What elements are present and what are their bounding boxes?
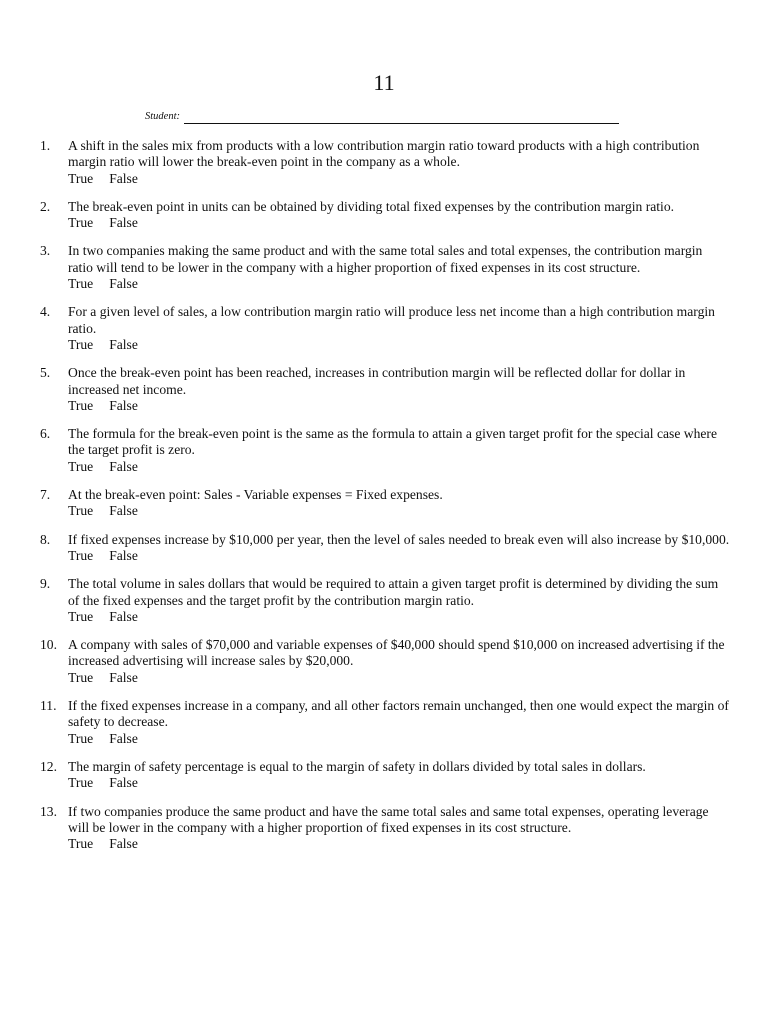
question-number: 9. [40, 576, 51, 592]
true-option: True [68, 215, 94, 231]
question-item [40, 532, 730, 565]
question-item [40, 637, 730, 686]
answer-options [68, 775, 730, 791]
false-option: False [109, 503, 138, 519]
answer-options [68, 171, 730, 187]
question-item [40, 365, 730, 414]
question-number: 11. [40, 698, 57, 714]
student-name-blank [184, 112, 619, 124]
answer-options [68, 503, 730, 519]
question-text: For a given level of sales, a low contribution margin ratio will produce less net income than a high contribution margin ratio. [68, 304, 715, 336]
false-option: False [109, 775, 138, 791]
question-item [40, 304, 730, 353]
question-text: If the fixed expenses increase in a company, and all other factors remain unchanged, then one would expect the margin of safety to decrease. [68, 698, 729, 730]
question-number: 4. [40, 304, 51, 320]
question-text: Once the break-even point has been reached, increases in contribution margin will be reflected dollar for dollar in increased net income. [68, 365, 686, 397]
answer-options [68, 276, 730, 292]
question-text: A shift in the sales mix from products with a low contribution margin ratio toward products with a high contribution margin ratio will lower the break-even point in the company as a whole. [68, 138, 700, 170]
student-name-line [145, 110, 619, 124]
true-option: True [68, 775, 94, 791]
question-item [40, 576, 730, 625]
false-option: False [109, 458, 138, 474]
true-option: True [68, 608, 94, 624]
question-number: 12. [40, 758, 57, 774]
question-list [40, 138, 730, 852]
question-number: 5. [40, 365, 51, 381]
answer-options [68, 459, 730, 475]
true-option: True [68, 503, 94, 519]
question-text: A company with sales of $70,000 and variable expenses of $40,000 should spend $10,000 on increased advertising if the increased advertising will increase sales by $20,000. [68, 637, 725, 669]
false-option: False [109, 397, 138, 413]
false-option: False [109, 276, 138, 292]
false-option: False [109, 547, 138, 563]
false-option: False [109, 836, 138, 852]
question-text: If two companies produce the same product and have the same total sales and same total expenses, operating leverage will be lower in the company with a higher proportion of fixed expenses in its cost structure. [68, 803, 709, 835]
question-item [40, 138, 730, 187]
answer-options [68, 836, 730, 852]
question-text: The total volume in sales dollars that would be required to attain a given target profit is determined by dividing the sum of the fixed expenses and the target profit by the contribution margin ratio. [68, 576, 719, 608]
question-number: 2. [40, 198, 51, 214]
question-item [40, 426, 730, 475]
question-number: 7. [40, 487, 51, 503]
question-text: The formula for the break-even point is the same as the formula to attain a given target profit for the special case where the target profit is zero. [68, 426, 717, 458]
true-option: True [68, 397, 94, 413]
question-number: 6. [40, 426, 51, 442]
page-number: 11 [373, 70, 395, 95]
answer-options [68, 215, 730, 231]
false-option: False [109, 608, 138, 624]
question-text: The margin of safety percentage is equal to the margin of safety in dollars divided by total sales in dollars. [68, 758, 646, 774]
question-item [40, 487, 730, 520]
question-number: 8. [40, 531, 51, 547]
question-number: 13. [40, 803, 57, 819]
question-number: 1. [40, 138, 51, 153]
answer-options [68, 609, 730, 625]
true-option: True [68, 547, 94, 563]
true-option: True [68, 276, 94, 292]
question-text: At the break-even point: Sales - Variable expenses = Fixed expenses. [68, 487, 443, 503]
false-option: False [109, 170, 138, 186]
question-text: In two companies making the same product and with the same total sales and total expenses, the contribution margin ratio will tend to be lower in the company with a higher proportion of fixed expenses in its cost structure. [68, 243, 703, 275]
false-option: False [109, 669, 138, 685]
question-item [40, 698, 730, 747]
false-option: False [109, 215, 138, 231]
false-option: False [109, 336, 138, 352]
answer-options [68, 337, 730, 353]
true-option: True [68, 170, 94, 186]
question-item [40, 199, 730, 232]
question-text: If fixed expenses increase by $10,000 per year, then the level of sales needed to break even will also increase by $10,000. [68, 531, 730, 547]
answer-options [68, 398, 730, 414]
question-number: 10. [40, 637, 57, 653]
true-option: True [68, 458, 94, 474]
true-option: True [68, 669, 94, 685]
student-label: Student: [145, 111, 180, 122]
question-item [40, 759, 730, 792]
question-item [40, 243, 730, 292]
answer-options [68, 731, 730, 747]
false-option: False [109, 730, 138, 746]
question-item [40, 804, 730, 853]
answer-options [68, 670, 730, 686]
question-number: 3. [40, 243, 51, 259]
true-option: True [68, 730, 94, 746]
true-option: True [68, 836, 94, 852]
answer-options [68, 548, 730, 564]
true-option: True [68, 336, 94, 352]
question-text: The break-even point in units can be obtained by dividing total fixed expenses by the contribution margin ratio. [68, 198, 675, 214]
